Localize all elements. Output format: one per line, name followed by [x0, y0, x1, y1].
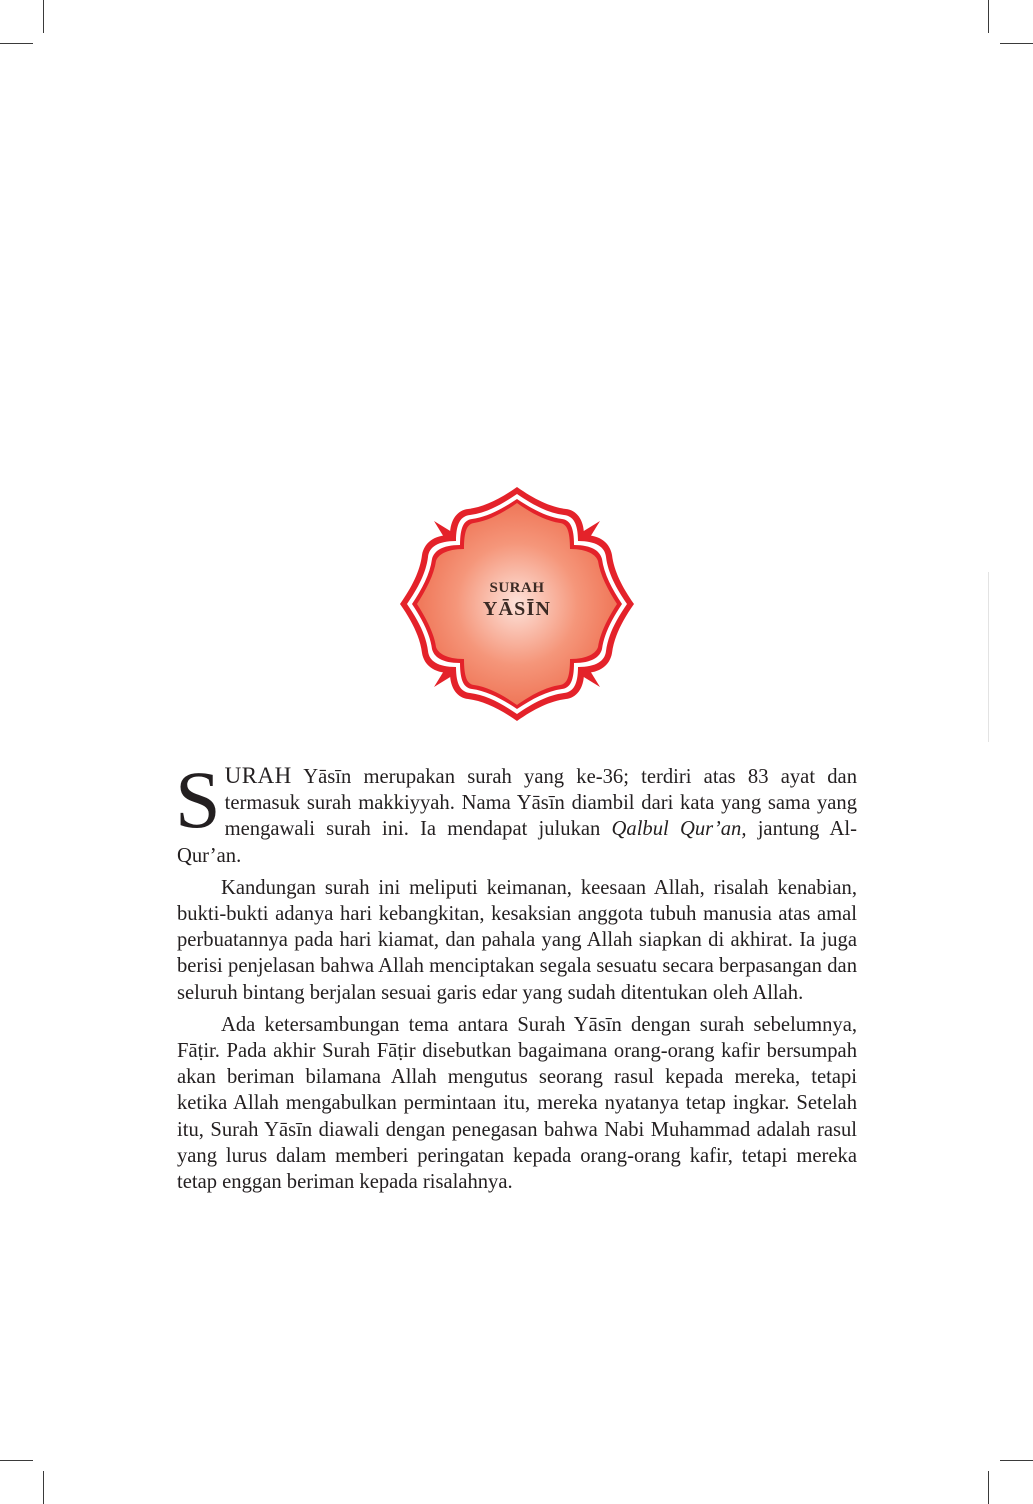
crop-mark-top-left-h	[0, 43, 33, 44]
crop-mark-bottom-right	[988, 1471, 989, 1504]
crop-mark-bottom-right-h	[1000, 1460, 1033, 1461]
crop-mark-bottom-left-h	[0, 1460, 33, 1461]
page-edge-line	[988, 572, 989, 742]
emblem-title-line1: SURAH	[489, 580, 545, 596]
intro-text: Yāsīn merupakan surah yang ke-36; terdiri atas 83 ayat dan termasuk surah makkiyyah. Nama Yāsīn diambil dari kata yang sama yang mengawali surah ini. Ia mendapat julukan	[224, 766, 857, 841]
body-paragraph-2: Ada ketersambungan tema antara Surah Yāsīn dengan surah sebelumnya, Fāṭir. Pada akhir Surah Fāṭir disebutkan bagaimana orang-orang kafir bersumpah akan beriman bilamana Allah mengutus seorang rasul kepada mereka, tetapi ketika Allah mengabulkan permintaan itu, mereka nyatanya tetap ingkar. Setelah itu, Surah Yāsīn diawali dengan penegasan bahwa Nabi Muhammad adalah rasul yang lurus dalam memberi peringatan kepada orang-orang kafir, tetapi mereka tetap enggan beriman kepada risalahnya.	[177, 1013, 857, 1194]
chapter-emblem	[398, 485, 636, 723]
emblem-title-line2: YĀSĪN	[482, 598, 552, 620]
emblem-title	[398, 579, 636, 621]
epithet: Qalbul Qur’an,	[611, 818, 747, 841]
crop-mark-top-right	[988, 0, 989, 33]
surah-introduction	[175, 754, 858, 1195]
intro-ending: jantung Al-Qur’an.	[177, 818, 858, 867]
intro-paragraph	[175, 754, 858, 869]
body-paragraph-1: Kandungan surah ini meliputi keimanan, keesaan Allah, risalah kenabian, bukti-bukti adanya hari kebangkitan, kesaksian anggota tubuh manusia atas amal perbuatannya pada hari kiamat, dan pahala yang Allah siapkan di akhirat. Ia juga berisi penjelasan bahwa Allah menciptakan segala sesuatu secara berpasangan dan seluruh bintang berjalan sesuai garis edar yang sudah ditentukan oleh Allah.	[177, 876, 857, 1004]
crop-mark-top-left	[43, 0, 44, 33]
crop-mark-top-right-h	[1000, 43, 1033, 44]
drop-cap: S	[175, 754, 221, 845]
lead-caps: URAH	[224, 763, 292, 788]
crop-mark-bottom-left	[43, 1471, 44, 1504]
